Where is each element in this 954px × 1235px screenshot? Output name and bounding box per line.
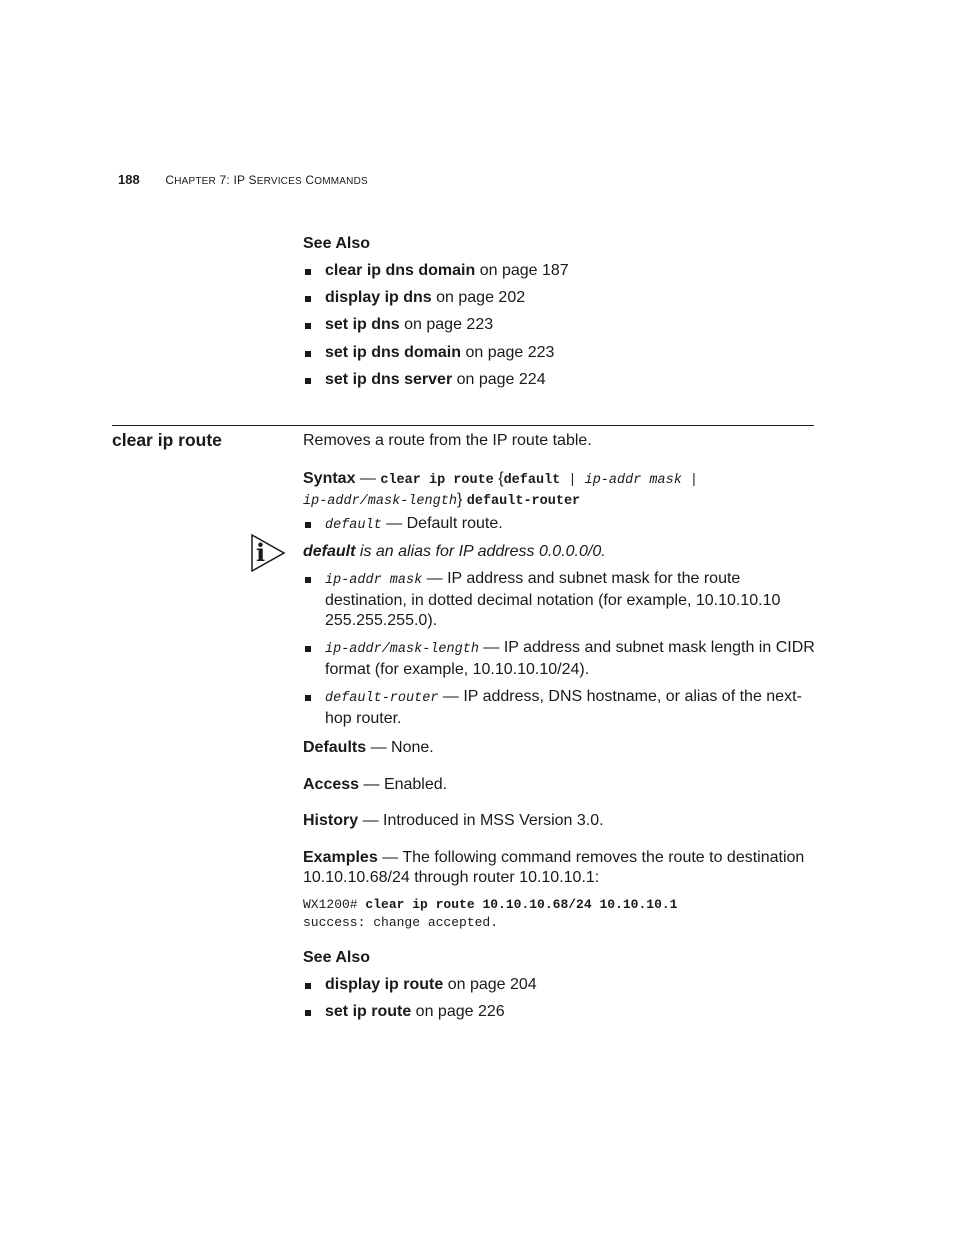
see-also-list	[303, 975, 818, 1022]
see-also-block-1	[303, 234, 818, 390]
see-also-heading: See Also	[303, 235, 370, 252]
section-title: clear ip route	[112, 430, 222, 450]
param-default	[303, 514, 818, 536]
see-also-list	[303, 261, 818, 390]
list-item[interactable]: set ip route on page 226	[303, 1002, 818, 1022]
list-item[interactable]: set ip dns domain on page 223	[303, 343, 818, 363]
syntax-block: Syntax — clear ip route {default | ip-addr mask | ip-addr/mask-length} default-router	[303, 470, 699, 509]
see-also-heading: See Also	[303, 949, 370, 966]
section-divider	[112, 425, 814, 426]
svg-text:i: i	[256, 538, 266, 567]
list-item[interactable]: display ip route on page 204	[303, 975, 818, 995]
list-item: default-router — IP address, DNS hostname, or alias of the next-hop router.	[303, 687, 818, 729]
list-item: default — Default route.	[303, 514, 818, 536]
defaults-line: Defaults — None.	[303, 739, 434, 756]
running-header	[118, 172, 368, 187]
see-also-block-2	[303, 948, 818, 1022]
note-text: default is an alias for IP address 0.0.0.0/0.	[303, 543, 606, 560]
param-list	[303, 569, 818, 729]
list-item: ip-addr/mask-length — IP address and subnet mask length in CIDR format (for example, 10.10.10.10/24).	[303, 638, 818, 680]
access-line: Access — Enabled.	[303, 776, 448, 793]
examples-block: Examples — The following command removes the route to destination 10.10.10.68/24 through router 10.10.10.1:	[303, 849, 805, 886]
history-line: History — Introduced in MSS Version 3.0.	[303, 812, 604, 829]
chapter-title: CHAPTER 7: IP SERVICES COMMANDS	[165, 173, 368, 187]
list-item[interactable]: set ip dns server on page 224	[303, 370, 818, 390]
page-number: 188	[118, 172, 140, 187]
list-item[interactable]: display ip dns on page 202	[303, 288, 818, 308]
list-item: ip-addr mask — IP address and subnet mask for the route destination, in dotted decimal notation (for example, 10.10.10.10 255.255.255.0).	[303, 569, 818, 631]
section-description: Removes a route from the IP route table.	[303, 432, 592, 449]
code-example: WX1200# clear ip route 10.10.10.68/24 10.10.10.1 success: change accepted.	[303, 897, 678, 930]
list-item[interactable]: clear ip dns domain on page 187	[303, 261, 818, 281]
info-note-icon	[250, 533, 286, 573]
syntax-label: Syntax	[303, 470, 356, 487]
list-item[interactable]: set ip dns on page 223	[303, 315, 818, 335]
